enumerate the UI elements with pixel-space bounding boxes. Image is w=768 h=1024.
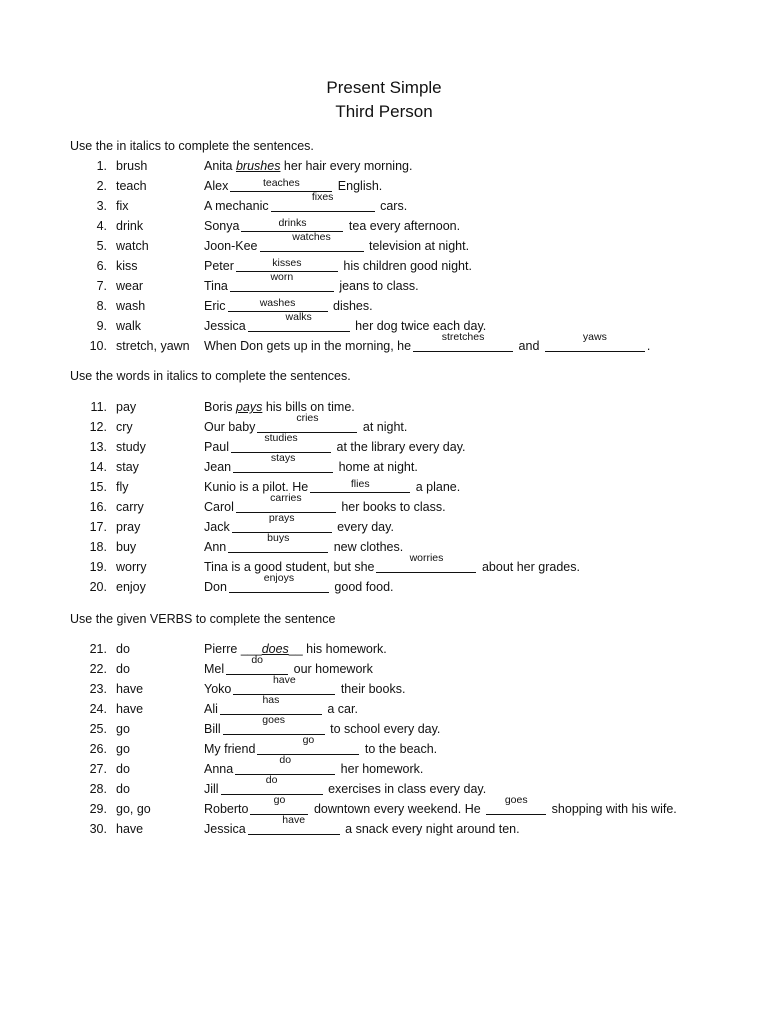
sentence-text: to the beach. <box>361 742 438 756</box>
item-number: 24. <box>89 702 107 716</box>
answer-text: goes <box>504 794 528 806</box>
item-number: 6. <box>96 259 107 273</box>
answer-blank[interactable] <box>248 311 350 332</box>
sentence-text: Alex <box>204 179 229 193</box>
item-sentence <box>204 331 651 355</box>
sentence-text: a car. <box>323 702 358 716</box>
exercise-row <box>0 412 768 436</box>
answer-blank[interactable] <box>413 331 513 352</box>
answer-blank[interactable] <box>223 714 325 735</box>
sentence-text: a snack every night around ten. <box>341 822 520 836</box>
item-verb: do <box>116 782 130 796</box>
item-number: 5. <box>96 239 107 253</box>
sentence-text: every day. <box>333 520 394 534</box>
item-number: 14. <box>89 460 107 474</box>
sentence-text: Don <box>204 580 227 594</box>
answer-text: teaches <box>262 177 300 189</box>
sentence-text: Roberto <box>204 802 249 816</box>
item-number: 1. <box>96 159 107 173</box>
exercise-row <box>0 452 768 476</box>
item-number: 17. <box>89 520 107 534</box>
sentence-text: Our baby <box>204 420 256 434</box>
item-number: 28. <box>89 782 107 796</box>
answer-blank[interactable] <box>230 177 332 192</box>
answer-blank[interactable] <box>231 432 331 453</box>
exercise-row <box>0 297 768 315</box>
item-number: 29. <box>89 802 107 816</box>
item-verb: stretch, yawn <box>116 339 190 353</box>
sentence-text: When Don gets up in the morning, he <box>204 339 412 353</box>
item-verb: buy <box>116 540 137 554</box>
sentence-text: television at night. <box>365 239 470 253</box>
exercise-row <box>0 432 768 456</box>
item-verb: cry <box>116 420 133 434</box>
answer-blank[interactable] <box>250 794 308 815</box>
item-verb: stay <box>116 460 139 474</box>
sentence-text: Kunio is a pilot. He <box>204 480 309 494</box>
item-number: 18. <box>89 540 107 554</box>
sentence-text: Anita <box>204 159 236 173</box>
answer-text: go <box>273 794 286 806</box>
sentence-text: Jean <box>204 460 232 474</box>
answer-blank[interactable] <box>220 694 322 715</box>
exercise-row <box>0 694 768 718</box>
item-number: 15. <box>89 480 107 494</box>
item-number: 23. <box>89 682 107 696</box>
item-sentence <box>204 231 470 255</box>
answer-text: drinks <box>278 217 307 229</box>
sentence-text: tea every afternoon. <box>345 219 461 233</box>
item-number: 19. <box>89 560 107 574</box>
sentence-text: . <box>646 339 651 353</box>
sentence-text: __ his homework. <box>288 642 387 656</box>
answer-text: do <box>279 754 292 766</box>
item-number: 4. <box>96 219 107 233</box>
item-verb: study <box>116 440 146 454</box>
item-verb: wash <box>116 299 146 313</box>
item-verb: wear <box>116 279 144 293</box>
exercise-row <box>0 157 768 175</box>
answer-text: flies <box>350 478 370 490</box>
item-number: 12. <box>89 420 107 434</box>
exercise-row <box>0 191 768 215</box>
sentence-text: good food. <box>330 580 394 594</box>
item-verb: fix <box>116 199 129 213</box>
exercise-row <box>0 640 768 658</box>
item-number: 22. <box>89 662 107 676</box>
item-sentence <box>204 452 418 476</box>
answer-blank[interactable] <box>233 452 333 473</box>
exercise-row <box>0 734 768 758</box>
exercise-row <box>0 271 768 295</box>
answer-text: stretches <box>441 331 485 343</box>
answer-text: have <box>282 814 306 826</box>
exercise-row <box>0 177 768 195</box>
sentence-text: her homework. <box>337 762 424 776</box>
exercise-row <box>0 714 768 738</box>
sentence-text: at the library every day. <box>333 440 466 454</box>
answer-text: buys <box>267 532 290 544</box>
exercise-row <box>0 814 768 838</box>
answer-text: has <box>262 694 280 706</box>
answer-text: go <box>302 734 315 746</box>
sentence-text: Peter <box>204 259 234 273</box>
item-verb: kiss <box>116 259 138 273</box>
exercise-row <box>0 311 768 335</box>
answer-blank[interactable] <box>376 552 476 573</box>
sentence-text: at night. <box>359 420 408 434</box>
sentence-text: Carol <box>204 500 234 514</box>
sentence-text: Tina is a good student, but she <box>204 560 375 574</box>
item-verb: fly <box>116 480 129 494</box>
item-verb: teach <box>116 179 147 193</box>
sentence-text: to school every day. <box>326 722 441 736</box>
answer-blank[interactable] <box>226 654 288 675</box>
answer-blank-2[interactable] <box>486 794 546 815</box>
answer-blank[interactable] <box>221 774 323 795</box>
item-verb: carry <box>116 500 144 514</box>
sentence-text: her hair every morning. <box>280 159 413 173</box>
answer-text: worries <box>409 552 444 564</box>
item-verb: have <box>116 702 144 716</box>
item-number: 2. <box>96 179 107 193</box>
item-verb: watch <box>116 239 149 253</box>
item-verb: go <box>116 742 130 756</box>
item-sentence <box>204 191 408 215</box>
answer-text: enjoys <box>263 572 295 584</box>
item-number: 27. <box>89 762 107 776</box>
exercise-row <box>0 654 768 678</box>
answer-blank[interactable] <box>236 492 336 513</box>
answer-text: watches <box>292 231 331 243</box>
item-verb: worry <box>116 560 147 574</box>
item-number: 21. <box>89 642 107 656</box>
sentence-text: shopping with his wife. <box>548 802 677 816</box>
answer-blank[interactable] <box>257 734 359 755</box>
answer-text: yaws <box>582 331 607 343</box>
item-number: 8. <box>96 299 107 313</box>
item-number: 13. <box>89 440 107 454</box>
item-sentence <box>204 774 487 798</box>
item-number: 9. <box>96 319 107 333</box>
answer-text: prays <box>268 512 295 524</box>
sentence-text: Eric <box>204 299 226 313</box>
sentence-text: her dog twice each day. <box>351 319 487 333</box>
sentence-text: Paul <box>204 440 230 454</box>
sentence-text: downtown every weekend. He <box>310 802 485 816</box>
sentence-text: his children good night. <box>339 259 472 273</box>
item-sentence <box>204 572 394 596</box>
item-sentence <box>204 814 520 838</box>
sentence-text: Joon-Kee <box>204 239 258 253</box>
item-verb: have <box>116 682 144 696</box>
example-answer: pays <box>235 400 263 414</box>
answer-text: have <box>272 674 296 686</box>
answer-blank[interactable] <box>260 231 364 252</box>
sentence-text: and <box>515 339 543 353</box>
item-verb: pray <box>116 520 141 534</box>
item-verb: go <box>116 722 130 736</box>
item-sentence <box>204 532 404 556</box>
sentence-text: Jill <box>204 782 219 796</box>
sentence-text: our homework <box>290 662 373 676</box>
section-instruction: Use the words in italics to complete the sentences. <box>70 369 351 383</box>
answer-text: washes <box>259 297 296 309</box>
item-number: 3. <box>96 199 107 213</box>
answer-blank[interactable] <box>229 572 329 593</box>
item-number: 20. <box>89 580 107 594</box>
sentence-text: his bills on time. <box>262 400 355 414</box>
exercise-row <box>0 478 768 496</box>
sentence-text: Ali <box>204 702 218 716</box>
sentence-text: new clothes. <box>330 540 404 554</box>
exercise-row <box>0 331 768 355</box>
exercise-row <box>0 398 768 416</box>
sentence-text: jeans to class. <box>335 279 419 293</box>
answer-text: cries <box>296 412 319 424</box>
item-number: 16. <box>89 500 107 514</box>
section-instruction: Use the in italics to complete the sentences. <box>70 139 314 153</box>
answer-blank[interactable] <box>248 814 340 835</box>
answer-text: kisses <box>272 257 302 269</box>
item-verb: walk <box>116 319 142 333</box>
sentence-text: Anna <box>204 762 234 776</box>
sentence-text: their books. <box>337 682 406 696</box>
sentence-text: Sonya <box>204 219 240 233</box>
answer-text: do <box>265 774 278 786</box>
item-number: 7. <box>96 279 107 293</box>
item-sentence <box>204 157 412 175</box>
item-verb: enjoy <box>116 580 146 594</box>
example-answer: brushes <box>235 159 281 173</box>
sentence-text: her books to class. <box>337 500 446 514</box>
answer-blank[interactable] <box>233 674 335 695</box>
item-verb: have <box>116 822 144 836</box>
item-verb: brush <box>116 159 148 173</box>
item-number: 26. <box>89 742 107 756</box>
answer-blank[interactable] <box>236 257 338 272</box>
sentence-text: about her grades. <box>478 560 580 574</box>
exercise-row <box>0 552 768 576</box>
answer-blank[interactable] <box>241 217 343 232</box>
example-answer: does <box>261 642 289 656</box>
answer-text: stays <box>270 452 296 464</box>
item-number: 30. <box>89 822 107 836</box>
answer-text: walks <box>285 311 312 323</box>
answer-blank[interactable] <box>228 297 328 312</box>
sentence-text: English. <box>334 179 383 193</box>
sentence-text: dishes. <box>329 299 373 313</box>
sentence-text: Pierre ___ <box>204 642 262 656</box>
answer-text: worn <box>270 271 294 283</box>
sentence-text: cars. <box>376 199 408 213</box>
exercise-row <box>0 754 768 778</box>
answer-text: carries <box>270 492 302 504</box>
exercise-row <box>0 257 768 275</box>
answer-blank[interactable] <box>257 412 357 433</box>
exercise-row <box>0 794 768 818</box>
answer-text: do <box>251 654 263 666</box>
answer-text: studies <box>264 432 298 444</box>
exercise-row <box>0 217 768 235</box>
sentence-text: Tina <box>204 279 228 293</box>
sentence-text: Jessica <box>204 319 246 333</box>
item-verb: drink <box>116 219 144 233</box>
sentence-text: Jessica <box>204 822 246 836</box>
item-verb: do <box>116 642 130 656</box>
item-number: 25. <box>89 722 107 736</box>
exercise-row <box>0 774 768 798</box>
item-number: 11. <box>90 400 107 414</box>
sentence-text: Bill <box>204 722 221 736</box>
answer-blank[interactable] <box>271 191 375 212</box>
answer-blank[interactable] <box>228 532 328 553</box>
sentence-text: exercises in class every day. <box>324 782 487 796</box>
item-sentence <box>204 271 419 295</box>
sentence-text: Jack <box>204 520 230 534</box>
title-line-2: Third Person <box>335 102 433 121</box>
item-verb: pay <box>116 400 137 414</box>
exercise-row <box>0 674 768 698</box>
sentence-text: a plane. <box>412 480 461 494</box>
item-verb: go, go <box>116 802 151 816</box>
answer-blank[interactable] <box>235 754 335 775</box>
answer-blank-2[interactable] <box>545 331 645 352</box>
exercise-row <box>0 492 768 516</box>
title-line-1: Present Simple <box>326 78 442 97</box>
item-verb: do <box>116 662 130 676</box>
sentence-text: Yoko <box>204 682 232 696</box>
exercise-row <box>0 572 768 596</box>
sentence-text: Ann <box>204 540 227 554</box>
section-instruction: Use the given VERBS to complete the sentence <box>70 612 336 626</box>
sentence-text: Boris <box>204 400 236 414</box>
answer-blank[interactable] <box>230 271 334 292</box>
exercise-row <box>0 512 768 536</box>
sentence-text: home at night. <box>335 460 418 474</box>
answer-blank[interactable] <box>310 478 410 493</box>
sentence-text: My friend <box>204 742 256 756</box>
answer-blank[interactable] <box>232 512 332 533</box>
answer-text: fixes <box>311 191 334 203</box>
sentence-text: A mechanic <box>204 199 269 213</box>
answer-text: goes <box>262 714 286 726</box>
item-number: 10. <box>89 339 107 353</box>
item-verb: do <box>116 762 130 776</box>
exercise-row <box>0 231 768 255</box>
sentence-text: Mel <box>204 662 225 676</box>
